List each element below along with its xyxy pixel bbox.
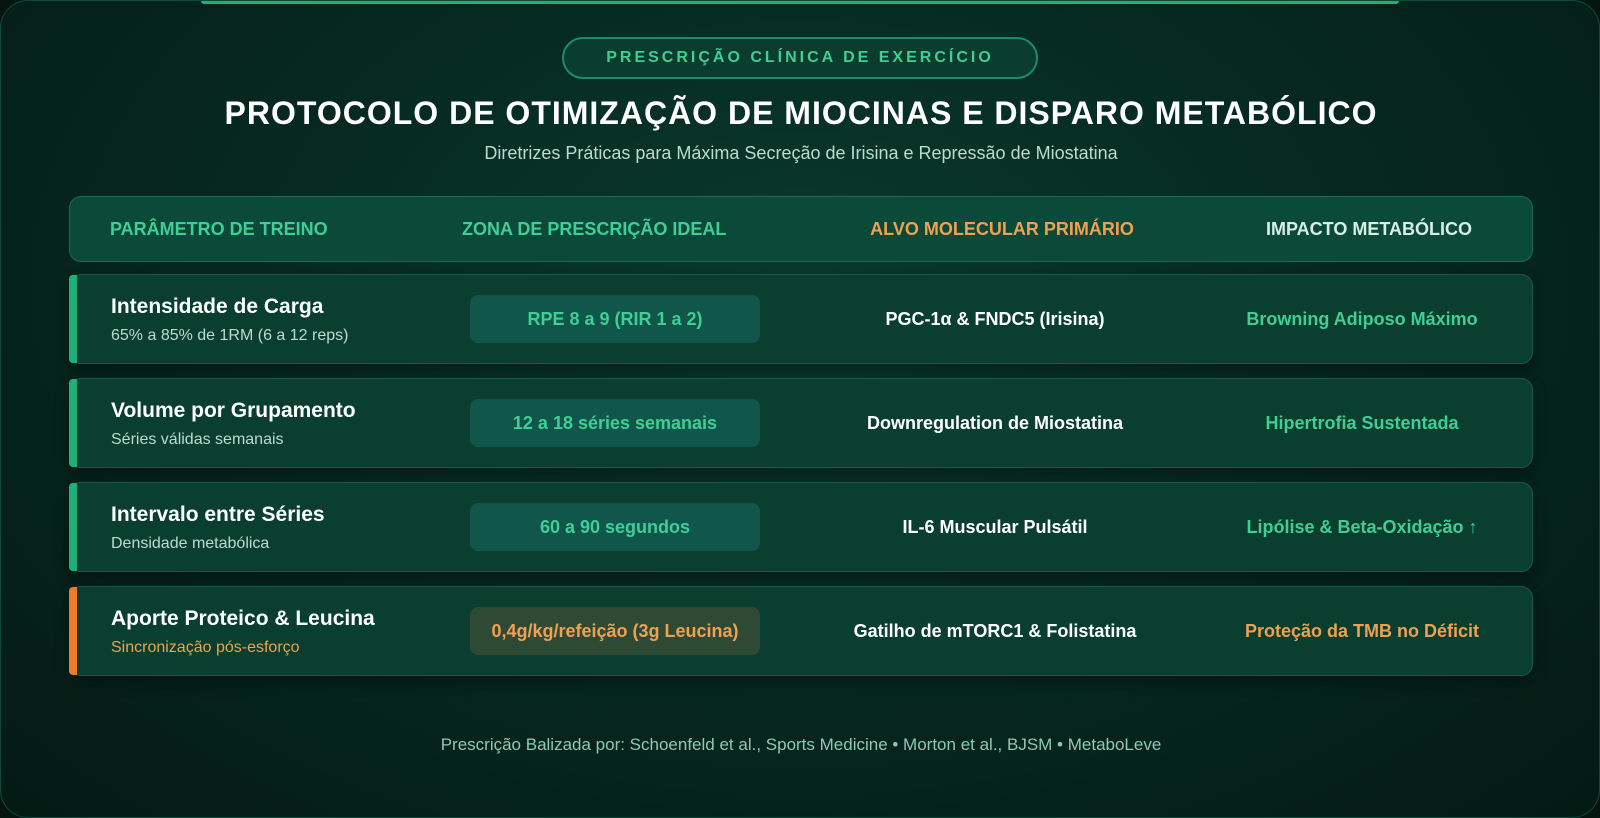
row-accent-bar [69,275,77,363]
row-accent-bar [69,379,77,467]
page-subtitle: Diretrizes Práticas para Máxima Secreção de Irisina e Repressão de Miostatina [484,143,1118,163]
molecular-target: PGC-1α & FNDC5 (Irisina) [885,308,1105,329]
molecular-target: Downregulation de Miostatina [866,412,1123,433]
param-title: Intervalo entre Séries [111,503,325,526]
param-subtitle: Densidade metabólica [111,535,270,552]
metabolic-impact: Lipólise & Beta-Oxidação ↑ [1246,516,1478,537]
zone-chip: RPE 8 a 9 (RIR 1 a 2) [470,295,760,343]
page-title: PROTOCOLO DE OTIMIZAÇÃO DE MIOCINAS E DISPARO METABÓLICO [224,95,1378,131]
table-row [69,378,1533,468]
param-title: Intensidade de Carga [111,295,324,318]
metabolic-impact: Browning Adiposo Máximo [1246,308,1478,329]
footer-references: Prescrição Balizada por: Schoenfeld et al., Sports Medicine • Morton et al., BJSM • MetaboLeve [440,735,1162,754]
param-title: Aporte Proteico & Leucina [111,607,375,630]
param-subtitle: 65% a 85% de 1RM (6 a 12 reps) [111,327,349,344]
param-title: Volume por Grupamento [111,399,356,422]
row-accent-bar [69,587,77,675]
top-accent-line [201,1,1399,4]
header-zona: ZONA DE PRESCRIÇÃO IDEAL [462,218,727,239]
zone-chip: 60 a 90 segundos [470,503,760,551]
row-accent-bar [69,483,77,571]
zone-chip: 0,4g/kg/refeição (3g Leucina) [470,607,760,655]
table-row [69,482,1533,572]
metabolic-impact: Hipertrofia Sustentada [1265,412,1459,433]
param-subtitle: Sincronização pós-esforço [111,639,300,656]
param-subtitle: Séries válidas semanais [111,431,284,448]
zone-chip: 12 a 18 séries semanais [470,399,760,447]
metabolic-impact: Proteção da TMB no Déficit [1244,620,1480,641]
table-row [69,586,1533,676]
header-parametro: PARÂMETRO DE TREINO [110,218,328,239]
table-row [69,274,1533,364]
header-impacto: IMPACTO METABÓLICO [1266,218,1472,239]
header-alvo: ALVO MOLECULAR PRIMÁRIO [870,218,1134,239]
molecular-target: Gatilho de mTORC1 & Folistatina [853,620,1137,641]
molecular-target: IL-6 Muscular Pulsátil [902,516,1088,537]
category-badge: PRESCRIÇÃO CLÍNICA DE EXERCÍCIO [562,37,1038,79]
table-header [69,196,1533,262]
